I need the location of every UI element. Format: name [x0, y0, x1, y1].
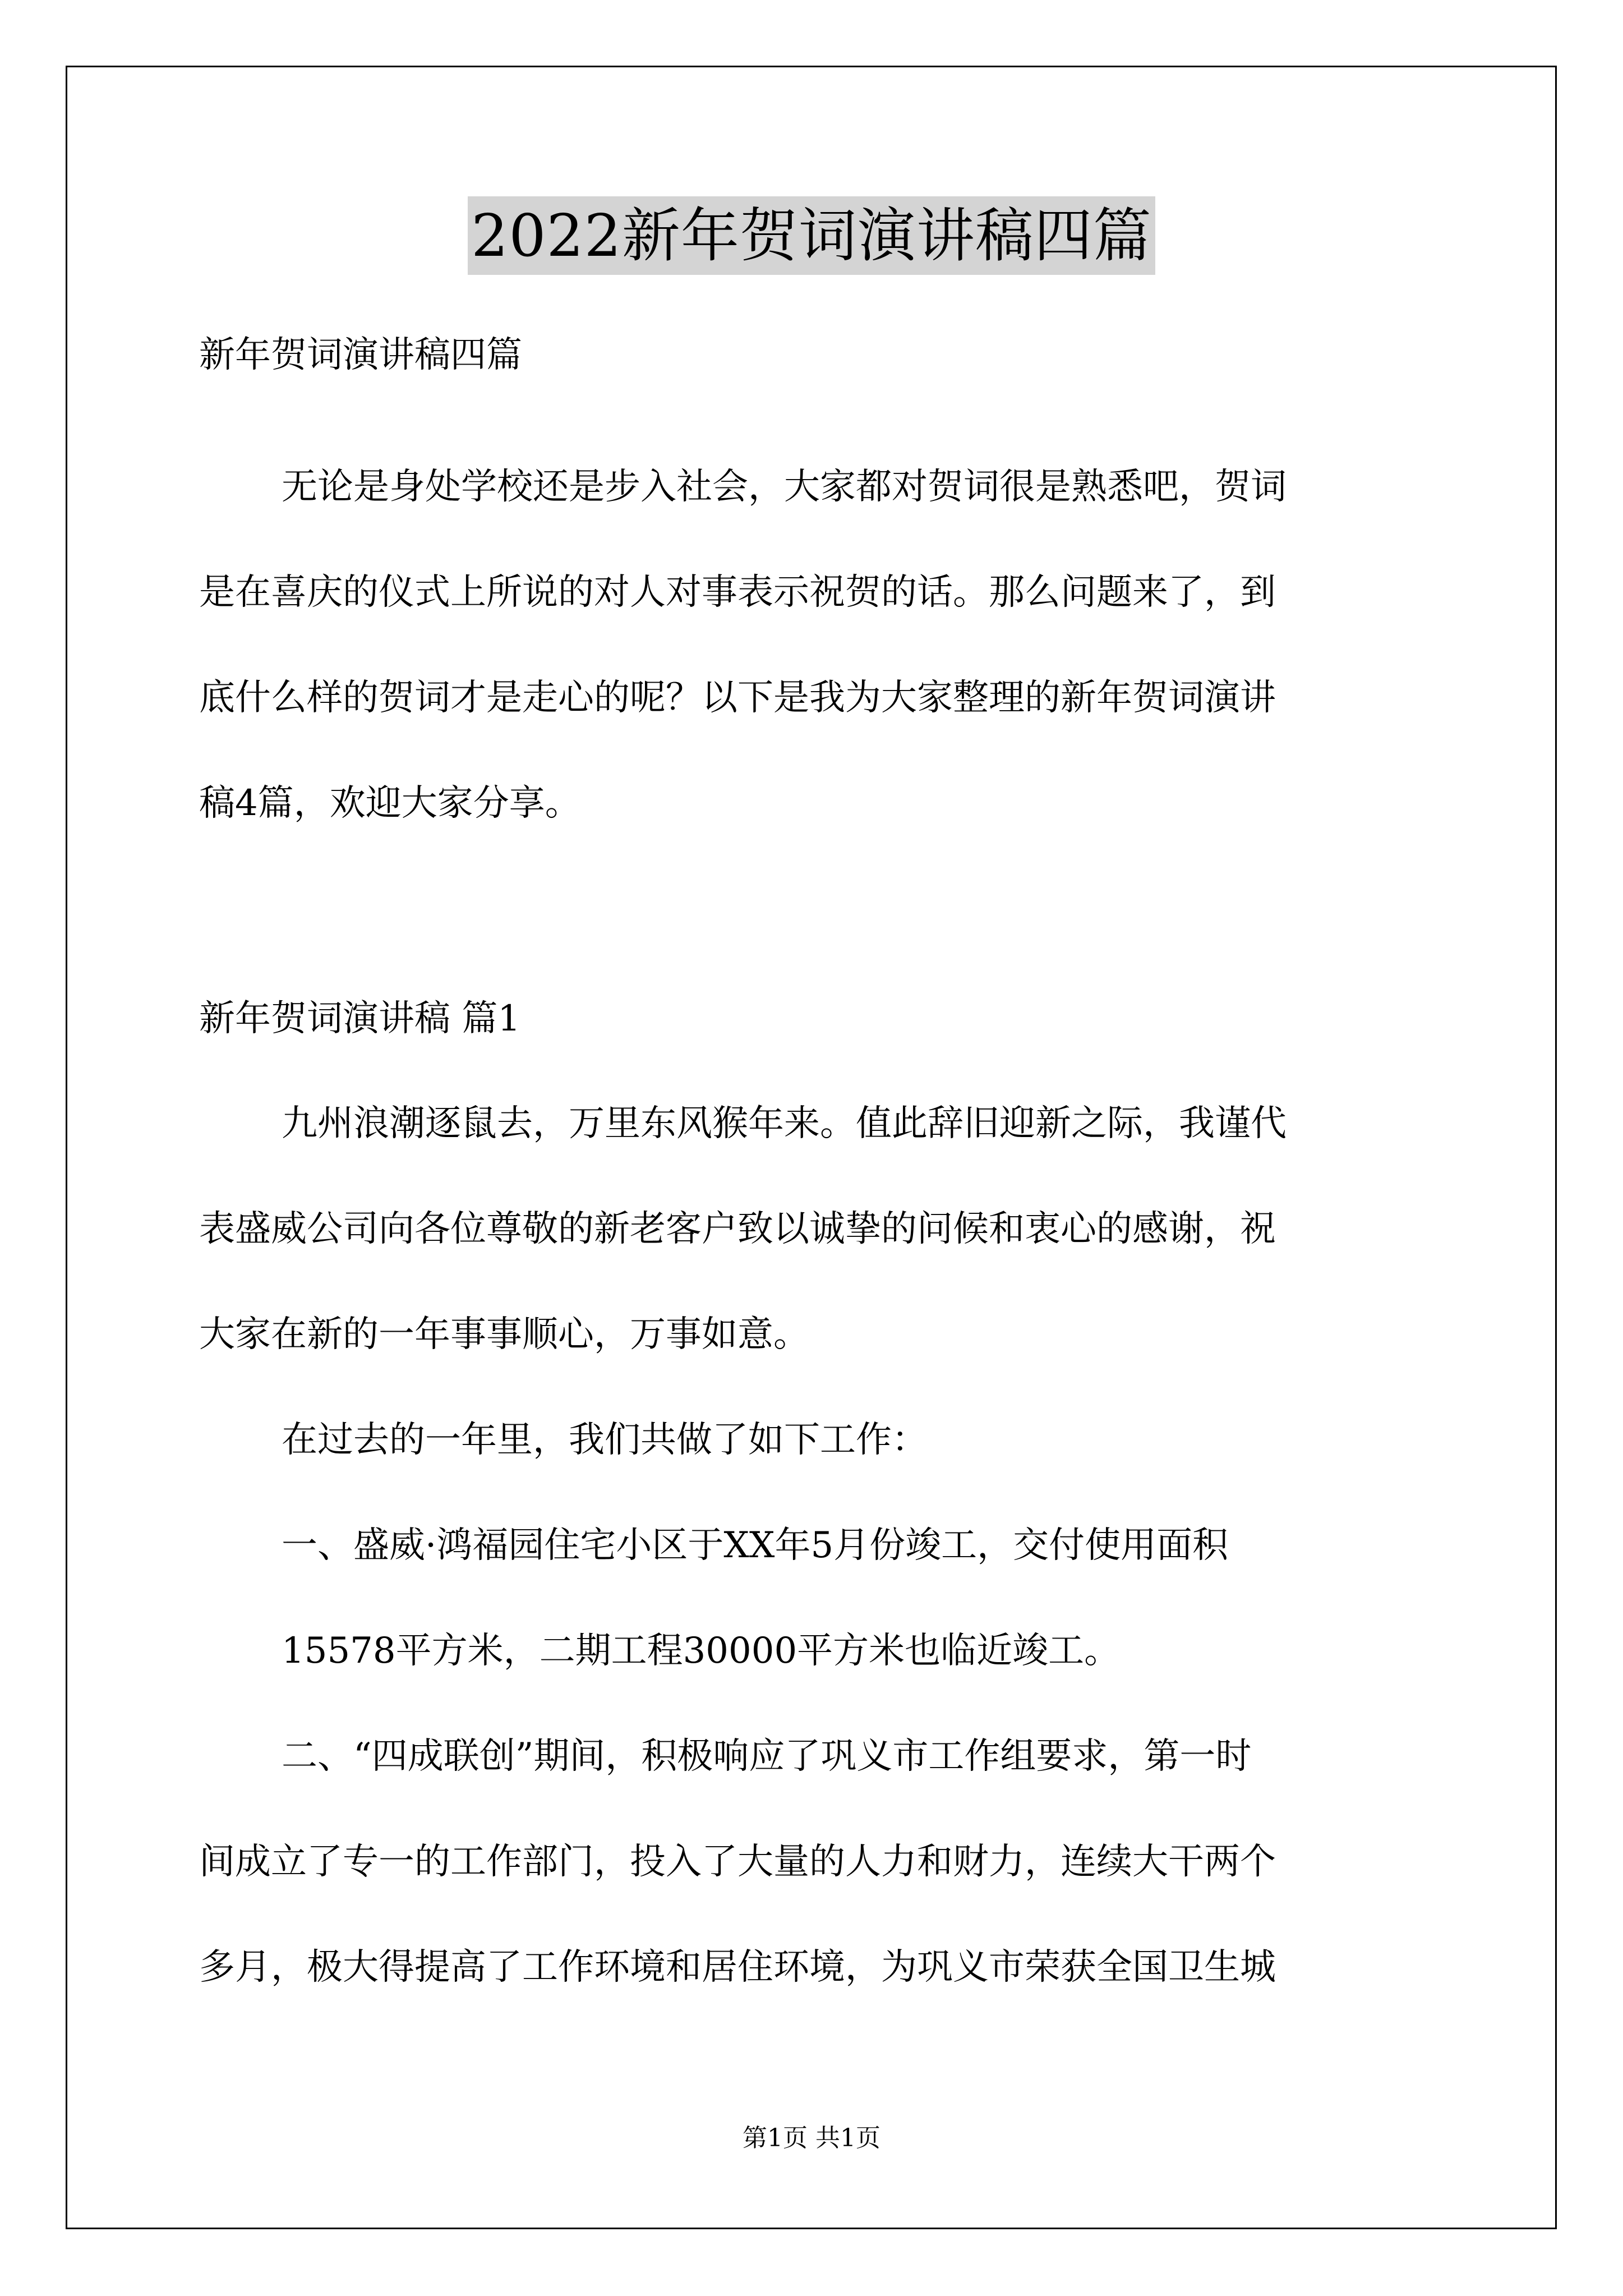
- section-line-7: 二、“四成联创”期间，积极响应了巩义市工作组要求，第一时: [282, 1736, 1252, 1777]
- section-line-8: 间成立了专一的工作部门，投入了大量的人力和财力，连续大干两个: [199, 1841, 1276, 1883]
- intro-line-4: 稿4篇，欢迎大家分享。: [199, 783, 581, 824]
- section-heading: 新年贺词演讲稿 篇1: [199, 998, 521, 1039]
- section-line-6: 15578平方米，二期工程30000平方米也临近竣工。: [282, 1630, 1121, 1672]
- section-line-5: 一、盛威·鸿福园住宅小区于XX年5月份竣工，交付使用面积: [282, 1525, 1229, 1566]
- document-subtitle: 新年贺词演讲稿四篇: [199, 334, 522, 376]
- section-line-9: 多月，极大得提高了工作环境和居住环境，为巩义市荣获全国卫生城: [199, 1947, 1276, 1988]
- page-number-footer: 第1页 共1页: [743, 2124, 880, 2152]
- section-line-4: 在过去的一年里，我们共做了如下工作：: [282, 1419, 928, 1461]
- document-title: 2022新年贺词演讲稿四篇: [468, 196, 1155, 275]
- intro-line-2: 是在喜庆的仪式上所说的对人对事表示祝贺的话。那么问题来了，到: [199, 572, 1276, 613]
- title-container: [0, 196, 1623, 275]
- intro-line-3: 底什么样的贺词才是走心的呢？以下是我为大家整理的新年贺词演讲: [199, 677, 1276, 719]
- section-line-1: 九州浪潮逐鼠去，万里东风猴年来。值此辞旧迎新之际，我谨代: [282, 1103, 1287, 1144]
- section-line-3: 大家在新的一年事事顺心，万事如意。: [199, 1314, 809, 1355]
- intro-line-1: 无论是身处学校还是步入社会，大家都对贺词很是熟悉吧，贺词: [282, 466, 1287, 508]
- section-line-2: 表盛威公司向各位尊敬的新老客户致以诚挚的问候和衷心的感谢，祝: [199, 1208, 1276, 1250]
